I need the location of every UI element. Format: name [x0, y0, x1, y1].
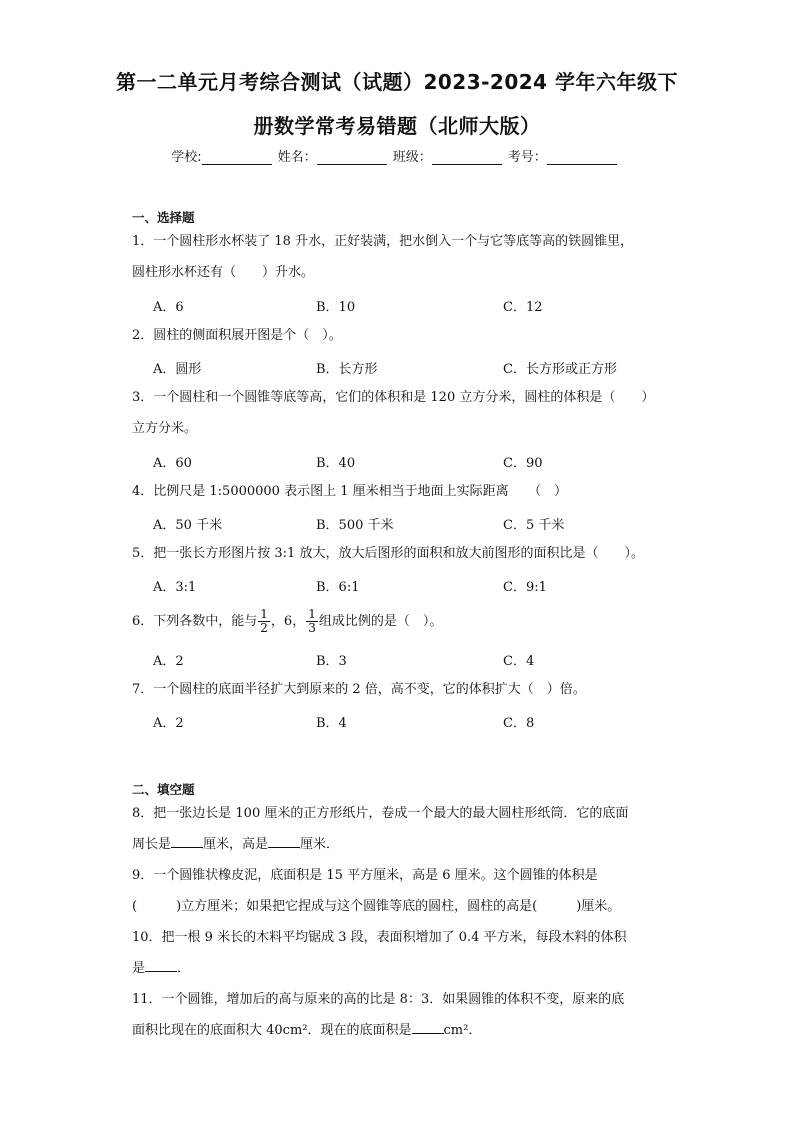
option-c: C．4 — [503, 654, 535, 669]
question-6-suffix: 组成比例的是（ ）。 — [318, 614, 443, 629]
student-info-row — [60, 146, 734, 165]
name-label: 姓名： — [277, 150, 317, 165]
question-1 — [132, 226, 672, 288]
option-c: C．5 千米 — [503, 518, 565, 533]
question-4 — [132, 476, 672, 507]
answer-blank[interactable] — [145, 957, 177, 972]
question-5-line1: 5．把一张长方形图片按 3:1 放大，放大后图形的面积和放大前图形的面积比是（ ）。 — [132, 546, 644, 561]
text: 厘米，高是 — [203, 837, 269, 852]
option-c: C．8 — [503, 716, 535, 731]
answer-blank[interactable] — [171, 833, 203, 848]
question-8-line2 — [132, 829, 672, 860]
option-b: B．长方形 — [316, 362, 378, 377]
question-11-line1: 11．一个圆锥，增加后的高与原来的高的比是 8：3．如果圆锥的体积不变，原来的底 — [132, 992, 625, 1007]
option-b: B．500 千米 — [316, 518, 394, 533]
text: cm²． — [443, 1023, 482, 1038]
option-b: B．6:1 — [316, 580, 360, 595]
exam-number-blank[interactable] — [547, 150, 617, 165]
answer-blank[interactable] — [268, 833, 300, 848]
question-6-prefix: 6．下列各数中，能与 — [132, 614, 258, 629]
question-7-line1: 7．一个圆柱的底面半径扩大到原来的 2 倍，高不变，它的体积扩大（ ）倍。 — [132, 682, 586, 697]
option-a: A．50 千米 — [153, 518, 223, 533]
question-4-line1: 4．比例尺是 1:5000000 表示图上 1 厘米相当于地面上实际距离 （ ） — [132, 484, 568, 499]
question-11 — [132, 984, 672, 1046]
text: 面积比现在的底面积大 40cm²．现在的底面积是 — [132, 1023, 412, 1038]
option-c: C．90 — [503, 456, 543, 471]
option-a: A．60 — [153, 456, 192, 471]
fraction-denominator: 2 — [260, 621, 268, 635]
section-choice-heading: 一、选择题 — [132, 210, 195, 225]
question-9-line2: ( )立方厘米；如果把它捏成与这个圆锥等底的圆柱，圆柱的高是( )厘米。 — [132, 899, 621, 914]
class-blank[interactable] — [432, 150, 502, 165]
option-b: B．40 — [316, 456, 356, 471]
text: 周长是 — [132, 837, 172, 852]
fraction-denominator: 3 — [308, 621, 316, 635]
section-fill-heading: 二、填空题 — [132, 782, 195, 797]
school-blank[interactable] — [202, 150, 272, 165]
question-6 — [132, 606, 672, 637]
question-5 — [132, 538, 672, 569]
question-6-mid: ，6， — [270, 614, 306, 629]
question-11-line2 — [132, 1015, 672, 1046]
question-8-line1: 8．把一张边长是 100 厘米的正方形纸片，卷成一个最大的最大圆柱形纸筒．它的底面 — [132, 806, 629, 821]
question-3-line1: 3．一个圆柱和一个圆锥等底等高，它们的体积和是 120 立方分米，圆柱的体积是（ ） — [132, 390, 655, 405]
option-b: B．10 — [316, 300, 356, 315]
fraction-numerator: 1 — [308, 607, 316, 621]
question-10-line1: 10．把一根 9 米长的木料平均锯成 3 段，表面积增加了 0.4 平方米，每段木料的体积 — [132, 930, 627, 945]
option-b: B．4 — [316, 716, 347, 731]
text: 厘米． — [300, 837, 340, 852]
fraction-one-third — [306, 608, 318, 635]
school-label: 学校: — [171, 150, 202, 165]
question-9 — [132, 860, 672, 922]
answer-blank[interactable] — [412, 1019, 444, 1034]
option-a: A．圆形 — [153, 362, 202, 377]
question-9-line1: 9．一个圆锥状橡皮泥，底面积是 15 平方厘米，高是 6 厘米。这个圆锥的体积是 — [132, 868, 598, 883]
page-title-line2: 册数学常考易错题（北师大版） — [253, 114, 541, 138]
option-b: B．3 — [316, 654, 347, 669]
question-10 — [132, 922, 672, 984]
question-2-line1: 2．圆柱的侧面积展开图是个（ ）。 — [132, 328, 342, 343]
option-c: C．长方形或正方形 — [503, 362, 617, 377]
name-blank[interactable] — [317, 150, 387, 165]
option-a: A．2 — [153, 654, 184, 669]
class-label: 班级： — [392, 150, 432, 165]
question-1-line2: 圆柱形水杯还有（ ）升水。 — [132, 265, 315, 280]
question-7 — [132, 674, 672, 705]
question-3 — [132, 382, 672, 444]
question-8 — [132, 798, 672, 860]
fraction-one-half — [258, 608, 270, 635]
page-title-line1: 第一二单元月考综合测试（试题）2023-2024 学年六年级下 — [115, 70, 679, 94]
exam-number-label: 考号： — [507, 150, 547, 165]
option-a: A．2 — [153, 716, 184, 731]
option-c: C．9:1 — [503, 580, 547, 595]
fraction-numerator: 1 — [260, 607, 268, 621]
question-1-line1: 1．一个圆柱形水杯装了 18 升水，正好装满，把水倒入一个与它等底等高的铁圆锥里， — [132, 234, 634, 249]
text: ． — [177, 961, 191, 976]
question-10-line2 — [132, 953, 672, 984]
question-3-line2: 立方分米。 — [132, 421, 198, 436]
question-2 — [132, 320, 672, 351]
option-a: A．6 — [153, 300, 184, 315]
text: 是 — [132, 961, 146, 976]
option-c: C．12 — [503, 300, 543, 315]
option-a: A．3:1 — [153, 580, 197, 595]
